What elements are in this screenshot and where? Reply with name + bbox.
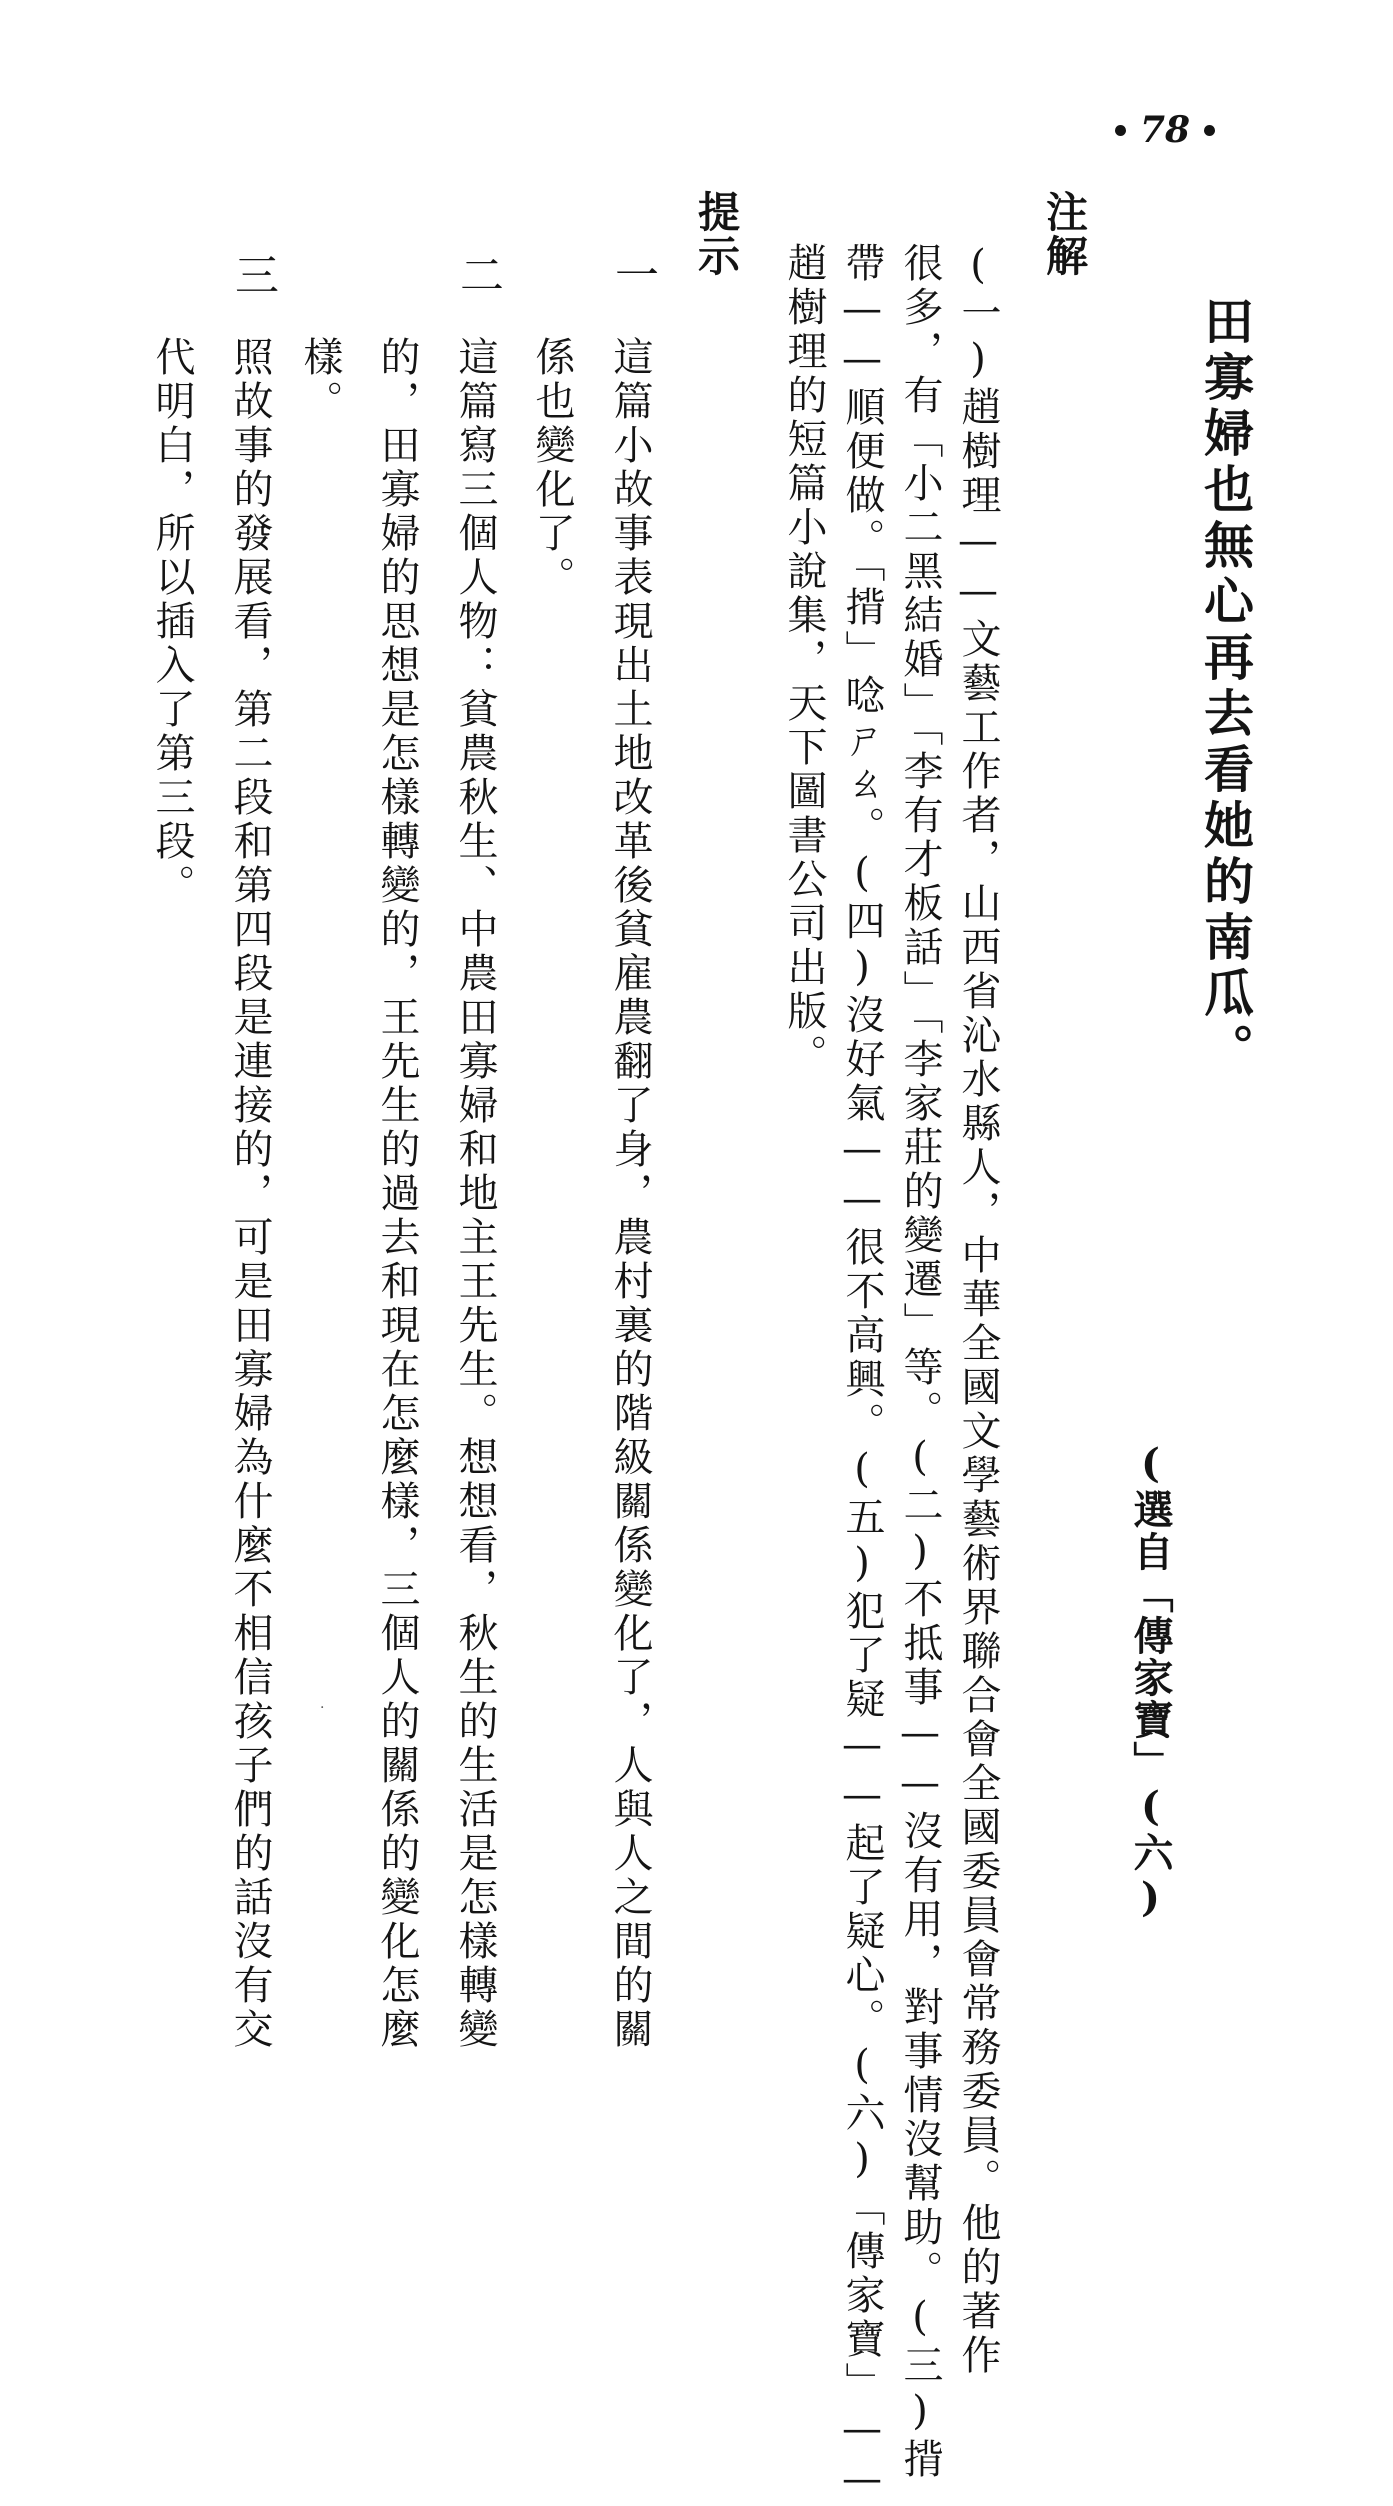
- hint-marker-3: 三: [227, 252, 278, 296]
- page-number-text: 78: [1139, 109, 1191, 151]
- right-dot-ornament: [1204, 125, 1215, 136]
- hint-line: 這篇小故事表現出土地改革後貧雇農翻了身，農村裏的階級關係變化了，人與人之間的關: [607, 336, 653, 2052]
- source-attribution: (選自「傳家寶」(六): [1127, 1440, 1174, 1923]
- left-dot-ornament: [1115, 125, 1126, 136]
- story-closing-line: 田寡婦也無心再去看她的南瓜。: [1196, 295, 1255, 1079]
- print-speck: ·: [320, 1700, 325, 1716]
- hint-line: 樣。: [297, 336, 343, 424]
- hint-line: 的，田寡婦的思想是怎樣轉變的，王先生的過去和現在怎麼樣，三個人的關係的變化怎麼: [374, 336, 420, 2052]
- note-line: 很多，有「小二黑結婚」「李有才板話」「李家莊的變遷」等。(二)不抵事——沒有用，對事情沒幫助。(三)揹: [897, 242, 943, 2482]
- note-line: 帶——順便做。「揹」唸ㄕㄠ。(四)沒好氣——很不高興。(五)犯了疑——起了疑心。(六)「傳家寶」——: [839, 242, 885, 2506]
- hint-line: 代明白，所以插入了第三段。: [149, 336, 195, 908]
- hint-line: 這篇寫三個人物：貧農秋生、中農田寡婦和地主王先生。想想看，秋生的生活是怎樣轉變: [452, 336, 498, 2052]
- hint-marker-2: 二: [452, 252, 503, 296]
- note-line: 趙樹理的短篇小說集，天下圖書公司出版。: [781, 242, 827, 1078]
- hint-marker-1: 一: [607, 252, 658, 296]
- hint-line: 照故事的發展看，第二段和第四段是連接的，可是田寡婦為什麼不相信孩子們的話沒有交: [227, 336, 273, 2052]
- hints-heading: 提示: [692, 190, 741, 278]
- page-number: [1085, 108, 1245, 152]
- hint-line: 係也變化了。: [529, 336, 575, 600]
- notes-heading: 注解: [1040, 190, 1089, 278]
- note-line: (一)趙樹理——文藝工作者，山西省沁水縣人，中華全國文學藝術界聯合會全國委員會常務委員。他的著作: [955, 242, 1001, 2378]
